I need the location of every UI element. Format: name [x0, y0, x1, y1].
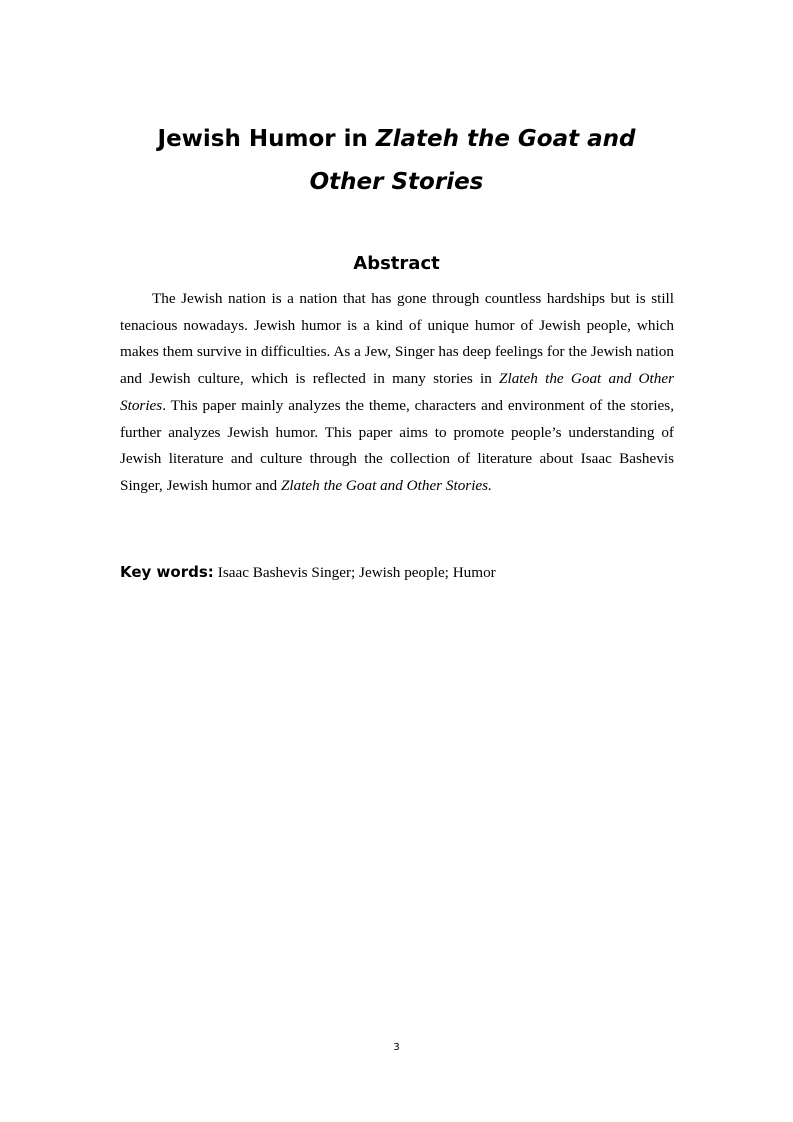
- page-number: 3: [393, 1042, 400, 1053]
- abstract-heading: Abstract: [353, 253, 440, 274]
- abstract-text-part-2: . This paper mainly analyzes the theme, characters and environment of the stories, further analyzes Jewish humor. This paper aims to promote people’s understanding of Jewish literature and culture through the collection of literature about Isaac Bashevis Singer, Jewish humor and: [120, 396, 674, 494]
- title-italic-text: Zlateh the Goat and: [375, 126, 636, 152]
- title-line-1: [0, 118, 793, 161]
- keywords-label: Key words:: [120, 563, 214, 581]
- title-line-2: Other Stories: [309, 169, 484, 195]
- abstract-paragraph: [120, 286, 674, 500]
- abstract-italic-title-1: Zlateh the Goat and Other Stories: [120, 370, 674, 414]
- keywords-line: [120, 560, 674, 585]
- abstract-text-part-1: The Jewish nation is a nation that has gone through countless hardships but is still tenacious nowadays. Jewish humor is a kind of unique humor of Jewish people, which makes them survive in difficulties. As a Jew, Singer has deep feelings for the Jewish nation and Jewish culture, which is reflected in many stories in: [120, 290, 674, 388]
- title-plain-text: Jewish Humor in: [157, 126, 376, 152]
- keywords-value: Isaac Bashevis Singer; Jewish people; Humor: [217, 564, 496, 581]
- abstract-text-part-3: .: [488, 476, 492, 494]
- abstract-italic-title-2: Zlateh the Goat and Other Stories: [280, 476, 489, 494]
- paper-title: [0, 118, 793, 204]
